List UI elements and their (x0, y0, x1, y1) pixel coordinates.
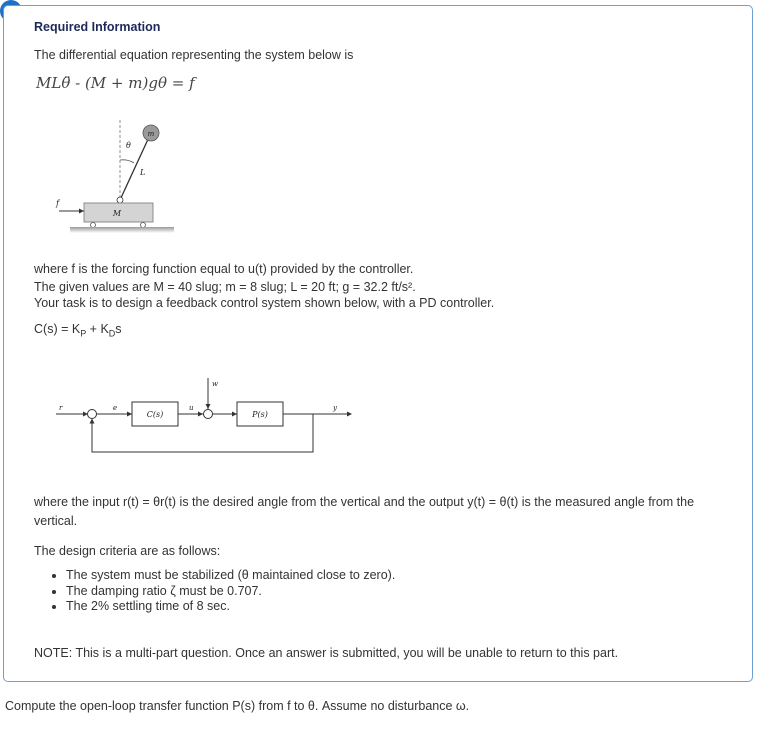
pd-controller-equation: $C(s) = K_P + K_Ds$ (34, 322, 122, 339)
note-text: NOTE: This is a multi-part question. Once an answer is submitted, you will be unable to return to this part. (34, 646, 619, 660)
differential-equation: MLθ̈ - (M + m)gθ = f (36, 74, 195, 92)
question-prompt: Compute the open-loop transfer function P(s) from f to θ. Assume no disturbance ω. (5, 699, 470, 713)
criteria-list (48, 568, 395, 615)
label-m: m (147, 130, 155, 138)
theta-arc (120, 160, 134, 163)
criteria-item: • The damping ratio ζ must be 0.707. (66, 584, 395, 600)
floor (70, 227, 174, 233)
plant-block-label: P(s) (252, 410, 268, 419)
pendulum-cart-figure (50, 115, 180, 240)
controller-block-label: C(s) (146, 410, 164, 419)
cart-wheel-left (91, 223, 96, 228)
criteria-item: • The system must be stabilized (θ maintained close to zero). (66, 568, 395, 584)
label-e: e (113, 404, 118, 412)
pivot (117, 197, 123, 203)
paragraph-line-3: Your task is to design a feedback control system shown below, with a PD controller. (34, 296, 495, 310)
paragraph2-line-2: vertical. (34, 514, 78, 528)
intro-text: The differential equation representing the system below is (34, 48, 354, 62)
paragraph2-line-1: where the input r(t) = θr(t) is the desired angle from the vertical and the output y(t) = θ(t) is the measured angle from the (34, 495, 695, 509)
label-theta: θ (126, 141, 131, 150)
label-w: w (212, 380, 218, 388)
criteria-intro: The design criteria are as follows: (34, 544, 221, 558)
pendulum-rod (120, 135, 150, 200)
card-heading: Required Information (34, 20, 161, 34)
paragraph-line-1: where f is the forcing function equal to u(t) provided by the controller. (34, 262, 414, 276)
summing-junction-1 (88, 410, 97, 419)
label-r: r (59, 404, 63, 412)
label-L: L (140, 168, 146, 177)
criteria-item: • The 2% settling time of 8 sec. (66, 599, 395, 615)
cart-wheel-right (141, 223, 146, 228)
label-u: u (189, 404, 194, 412)
label-f: f (56, 199, 59, 208)
paragraph-line-2: The given values are M = 40 slug; m = 8 slug; L = 20 ft; g = 32.2 ft/s². (34, 280, 416, 294)
block-diagram (52, 372, 362, 458)
label-y: y (333, 404, 337, 412)
label-M: M (112, 209, 122, 218)
summing-junction-2 (204, 410, 213, 419)
